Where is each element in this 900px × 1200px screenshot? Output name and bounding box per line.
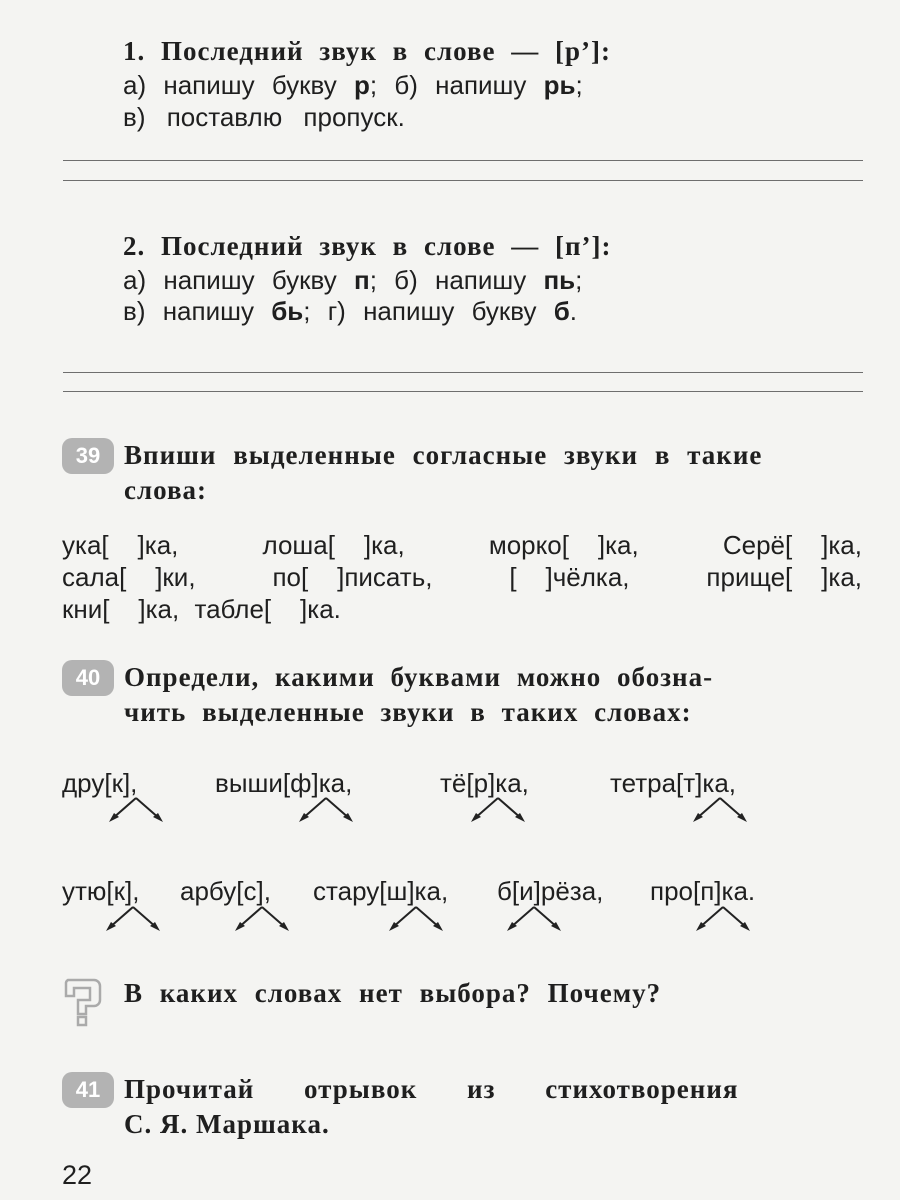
task40-word: тетра[т]ка, [610,768,737,798]
q2-letter-b: б [553,296,570,326]
q1-option-c: в) поставлю пропуск. [123,102,405,132]
word-item: сала[ ]ки, [62,562,196,592]
split-arrow-icon [693,905,753,935]
q1-title: 1. Последний звук в слове — [р’]: [123,36,611,66]
task40-word: стару[ш]ка, [313,876,449,906]
split-arrow-icon [103,905,163,935]
q2-option-a-text: а) напишу букву [123,265,355,295]
page-number: 22 [62,1160,93,1190]
task39-text-line1: Впиши выделенные согласные звуки в такие [124,440,763,470]
task40-text-line1: Определи, какими буквами можно обозна- [124,662,714,692]
q2-option-cd [123,296,577,327]
q1-option-ab [123,70,583,101]
task40-word: выши[ф]ка, [215,768,353,798]
question-text: В каких словах нет выбора? Почему? [124,978,662,1008]
task40-word: б[и]рёза, [497,876,604,906]
task40-word: дру[к], [62,768,138,798]
q1-option-b-text: ; б) напишу [369,70,544,100]
answer-line [63,372,863,373]
q1-letter-r: р [354,70,370,100]
answer-line [63,180,863,181]
q1-option-a-text: а) напишу букву [123,70,355,100]
q1-letter-rsoft: рь [543,70,576,100]
word-item: прище[ ]ка, [706,562,862,592]
split-arrow-icon [468,796,528,826]
q2-letter-p: п [354,265,370,295]
task-number-badge: 41 [62,1072,114,1108]
word-item: Серё[ ]ка, [722,530,862,560]
task41-text-line1: Прочитай отрывок из стихотворения [124,1074,739,1104]
q2-title: 2. Последний звук в слове — [п’]: [123,231,612,261]
split-arrow-icon [386,905,446,935]
word-item: кни[ ]ка, [62,594,180,624]
word-item: ука[ ]ка, [62,530,179,560]
q2-letter-bsoft: бь [271,296,304,326]
q2-option-ab [123,265,582,296]
q1-option-b-end: ; [575,70,583,100]
task40-word: тё[р]ка, [440,768,529,798]
q2-letter-psoft: пь [543,265,576,295]
word-item: лоша[ ]ка, [262,530,405,560]
answer-line [63,391,863,392]
task40-word: арбу[с], [180,876,271,906]
task40-word: про[п]ка. [650,876,756,906]
question-icon [62,972,106,1028]
task39-row3 [62,594,341,625]
task-number-badge: 39 [62,438,114,474]
word-item: [ ]чёлка, [509,562,630,592]
word-item: по[ ]писать, [272,562,433,592]
split-arrow-icon [504,905,564,935]
task39-text-line2: слова: [124,475,208,505]
q2-option-c-text: в) напишу [123,296,272,326]
q2-option-b-text: ; б) напишу [369,265,544,295]
task-number-badge: 40 [62,660,114,696]
word-item: табле[ ]ка. [194,594,341,624]
q2-option-d-text: ; г) напишу букву [303,296,554,326]
word-item: морко[ ]ка, [488,530,639,560]
task40-text-line2: чить выделенные звуки в таких словах: [124,697,692,727]
split-arrow-icon [690,796,750,826]
task41-text-line2: С. Я. Маршака. [124,1109,330,1139]
task39-row2 [62,562,862,593]
task39-row1 [62,530,862,561]
split-arrow-icon [296,796,356,826]
answer-line [63,160,863,161]
split-arrow-icon [106,796,166,826]
q2-option-b-end: ; [575,265,583,295]
task40-word: утю[к], [62,876,140,906]
q2-option-d-end: . [569,296,578,326]
split-arrow-icon [232,905,292,935]
